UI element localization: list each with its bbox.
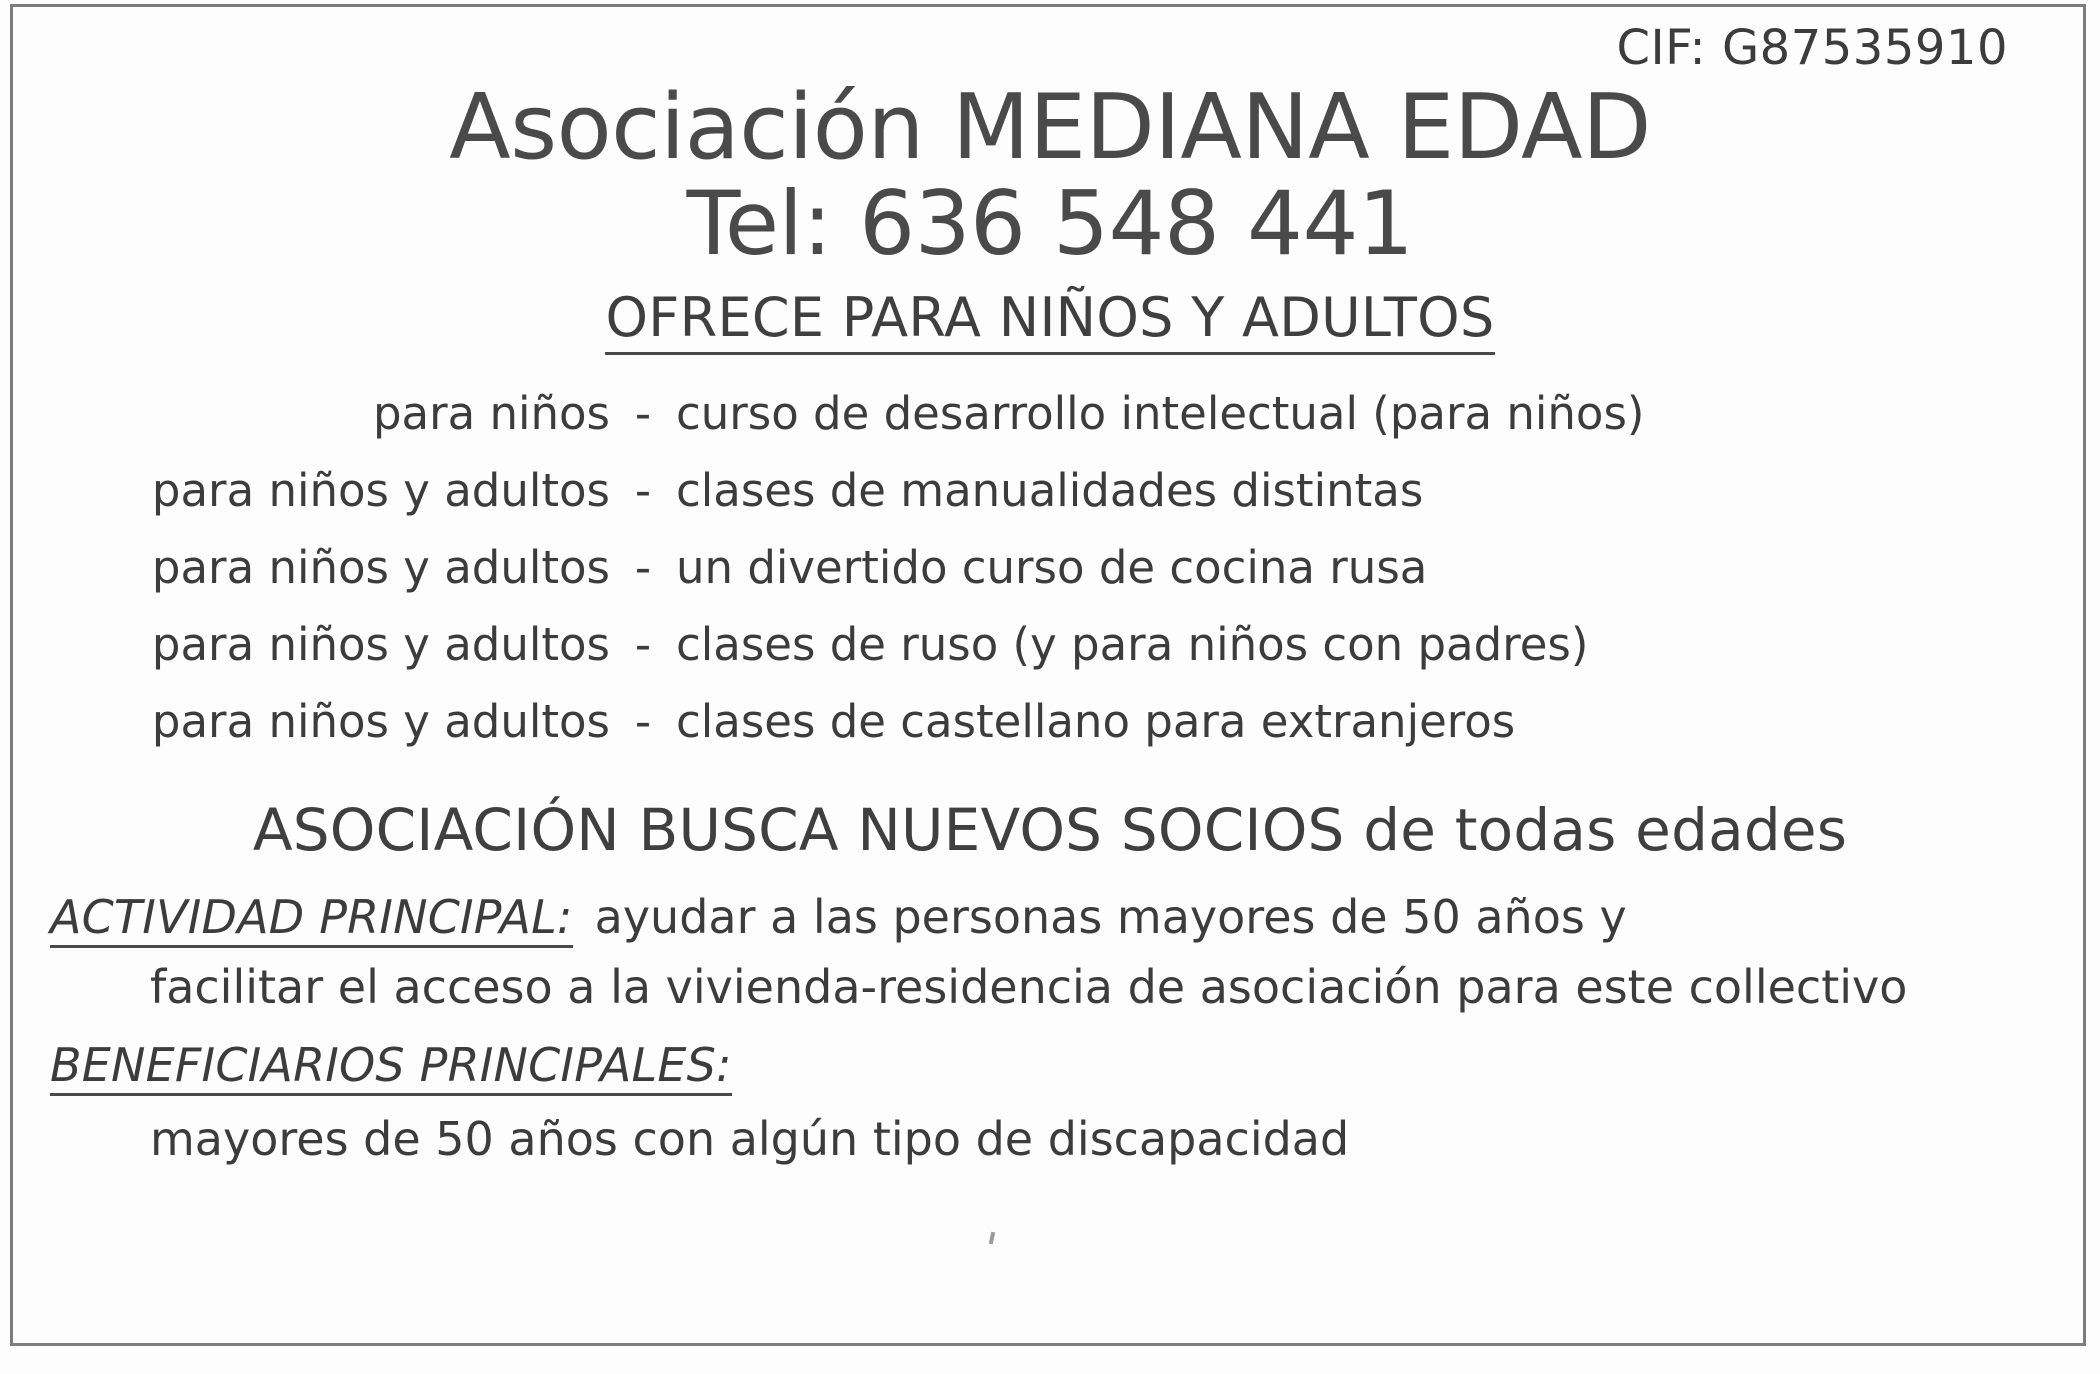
activity-first-line: [50, 890, 2050, 948]
organization-name: Asociación MEDIANA EDAD: [449, 75, 1651, 180]
service-dash: -: [634, 695, 652, 749]
seeking-members-text: ASOCIACIÓN BUSCA NUEVOS SOCIOS de todas edades: [252, 796, 1848, 865]
service-audience: para niños y adultos: [151, 618, 610, 672]
activity-line-2: facilitar el acceso a la vivienda-residencia de asociación para este collectivo: [150, 960, 1908, 1015]
service-dash: -: [634, 387, 652, 441]
table-row: [50, 606, 2050, 683]
flyer-content: [22, 6, 2078, 1166]
phone-number: Tel: 636 548 441: [686, 171, 1414, 275]
beneficiaries-block: [50, 1038, 2050, 1166]
beneficiaries-label-row: [50, 1038, 2050, 1096]
offer-heading-text: OFRECE PARA NIÑOS Y ADULTOS: [605, 286, 1494, 355]
table-row: [50, 683, 2050, 760]
services-table: [50, 375, 2050, 760]
cif-row: [50, 6, 2050, 76]
service-audience: para niños y adultos: [151, 464, 610, 518]
service-description: clases de castellano para extranjeros: [676, 695, 1516, 749]
service-audience: para niños y adultos: [151, 695, 610, 749]
offer-heading: [50, 286, 2050, 349]
service-dash: -: [634, 464, 652, 518]
service-audience: para niños: [372, 387, 610, 441]
table-row: [50, 452, 2050, 529]
service-dash: -: [634, 618, 652, 672]
service-description: clases de ruso (y para niños con padres): [676, 618, 1589, 672]
service-audience: para niños y adultos: [151, 541, 610, 595]
table-row: [50, 529, 2050, 606]
beneficiaries-line-1: mayores de 50 años con algún tipo de discapacidad: [150, 1112, 1350, 1167]
activity-line-1: ayudar a las personas mayores de 50 años y: [594, 890, 1627, 945]
service-description: curso de desarrollo intelectual (para niños): [676, 387, 1645, 441]
service-description: clases de manualidades distintas: [676, 464, 1424, 518]
service-description: un divertido curso de cocina rusa: [676, 541, 1428, 595]
activity-block: [50, 890, 2050, 1014]
activity-label: ACTIVIDAD PRINCIPAL:: [50, 890, 573, 948]
scan-speck: [989, 1232, 995, 1245]
service-dash: -: [634, 541, 652, 595]
table-row: [50, 375, 2050, 452]
cif-number: CIF: G87535910: [1616, 20, 2008, 76]
beneficiaries-label: BENEFICIARIOS PRINCIPALES:: [50, 1038, 732, 1096]
